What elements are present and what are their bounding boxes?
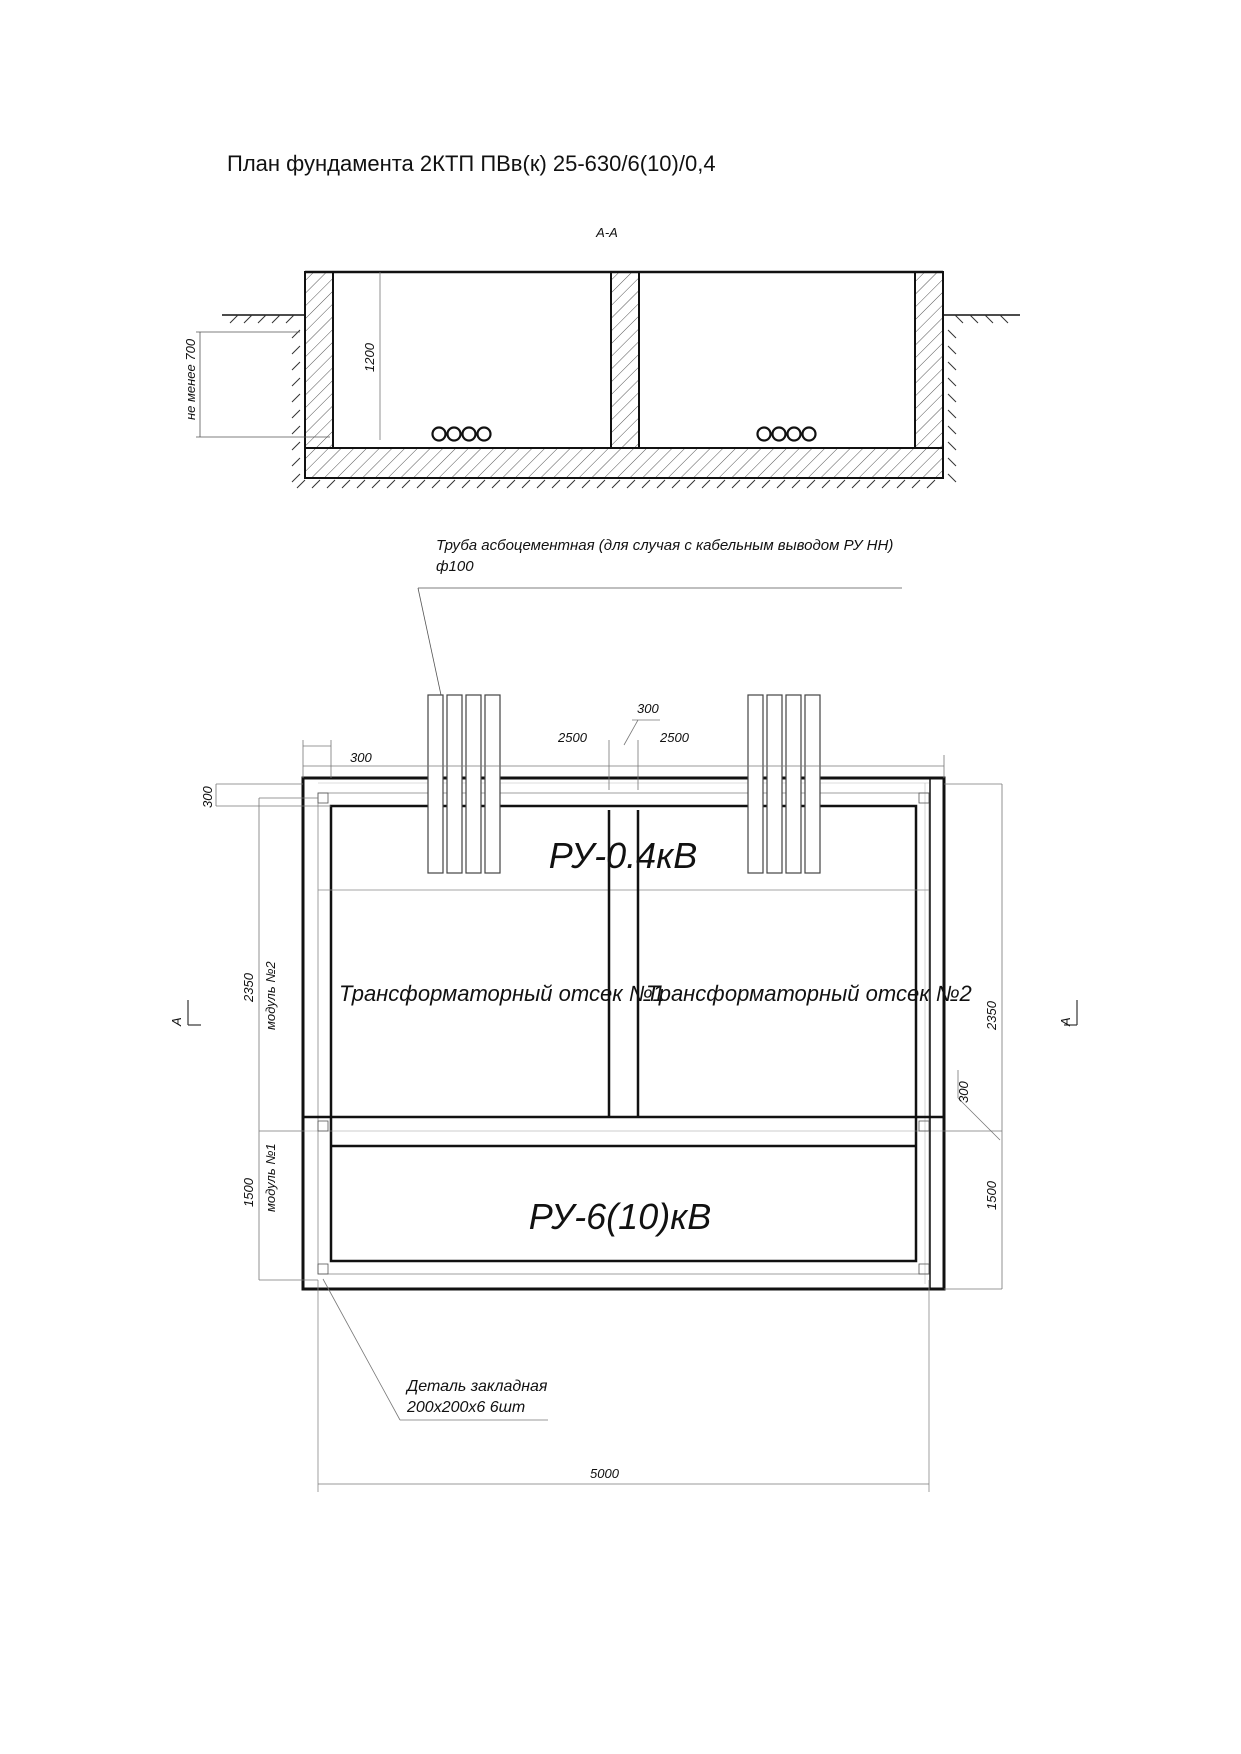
dim-left-300: 300 [200,786,215,808]
pipe-note-line2: ф100 [436,558,474,575]
pipes-plan-right [748,695,820,873]
base-slab [305,448,943,478]
pipe-note [418,537,902,695]
room-ru04-label: РУ-0.4кВ [548,835,698,876]
wall-left [305,272,333,448]
room-tr2-label: Трансформаторный отсек №2 [646,981,972,1006]
pipe-note-line1: Труба асбоцементная (для случая с кабельным выводом РУ НН) [436,537,894,554]
wall-right [915,272,943,448]
section-a-a [183,225,1020,488]
section-label: А-А [596,225,618,240]
pipes-plan-left [428,695,500,873]
dim-right-300-leader [958,1098,1000,1140]
dim-total-5000: 5000 [590,1466,619,1481]
dim-right-1500: 1500 [984,1181,999,1210]
dim-right-300: 300 [956,1081,971,1103]
pipes-section-right [758,428,816,441]
module1-label: модуль №1 [263,1143,278,1212]
section-mark-right: А [1058,1017,1073,1026]
depth-label: не менее 700 [183,338,198,420]
dim-left-1500: 1500 [241,1178,256,1207]
dim-right-2350: 2350 [984,1001,999,1030]
height-label: 1200 [362,343,377,372]
embedded-note-leader [323,1279,400,1420]
dim-left-2350: 2350 [241,973,256,1002]
page-title: План фундамента 2КТП ПВв(к) 25-630/6(10)/0,4 [227,151,716,176]
dim-mid-leader [624,720,638,745]
section-mark-left: А [169,1017,184,1026]
dim-top-300: 300 [350,750,372,765]
dim-span-left: 2500 [558,730,587,745]
foundation-plan [169,695,1077,1492]
pipe-note-leader [418,588,441,695]
embedded-note-line1: Деталь закладная [407,1378,548,1395]
dim-span-right: 2500 [660,730,689,745]
dim-top-mid-300: 300 [637,701,659,716]
room-ru610-label: РУ-6(10)кВ [528,1196,712,1237]
wall-middle [611,272,639,448]
pipes-section-left [433,428,491,441]
module2-label: модуль №2 [263,961,278,1030]
embedded-note-line2: 200х200х6 6шт [407,1399,526,1416]
room-tr1-label: Трансформаторный отсек №1 [339,981,665,1006]
